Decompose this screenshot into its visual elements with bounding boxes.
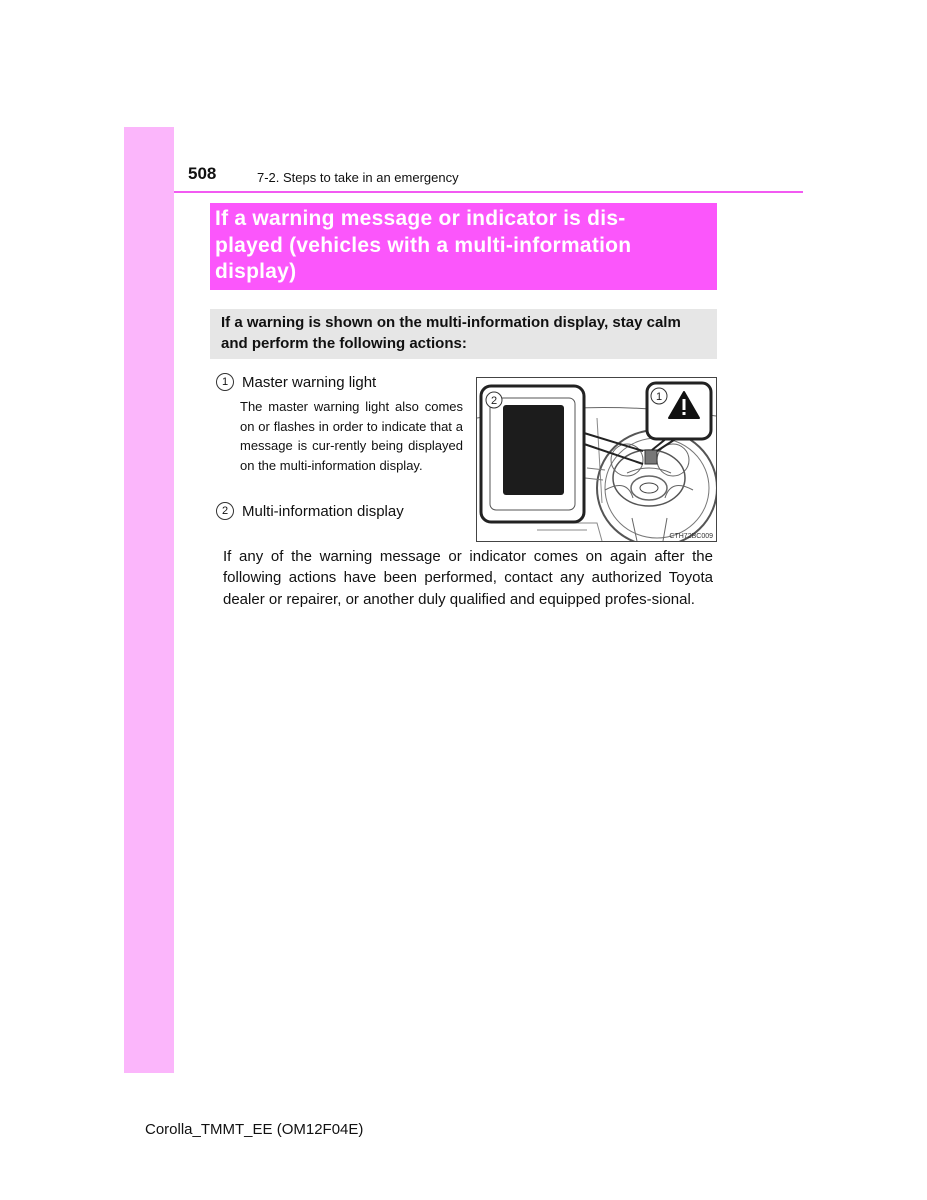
- instruction-box: [210, 309, 717, 359]
- item-description-master-warning-light: The master warning light also comes on or flashes in order to indicate that a message is cur-rently being displayed on the multi-information display.: [240, 399, 463, 474]
- dashboard-illustration: [476, 377, 717, 542]
- header-rule: [174, 191, 803, 193]
- page-number: 508: [188, 164, 217, 183]
- item-label-master-warning-light: Master warning light: [242, 373, 377, 391]
- item-number-1: 1: [216, 373, 234, 391]
- item-label-multi-information-display: Multi-information display: [242, 502, 404, 520]
- heading-box: [210, 203, 717, 290]
- instruction-line-2: and perform the following actions:: [221, 335, 467, 352]
- side-tab: [124, 127, 174, 1073]
- list-item: [216, 373, 376, 391]
- body-paragraph: If any of the warning message or indicator comes on again after the following actions have been performed, contact any authorized Toyota dealer or repairer, or another duly qualified and equipped profes-sional.: [223, 548, 713, 608]
- item-number-2: 2: [216, 502, 234, 520]
- heading-title: [215, 206, 711, 286]
- instruction-text: [221, 312, 709, 354]
- dashboard-drawing: [477, 378, 716, 541]
- list-item: [216, 502, 404, 520]
- instruction-line-1: If a warning is shown on the multi-information display, stay calm: [221, 314, 681, 331]
- heading-line-2: played (vehicles with a multi-information: [215, 233, 632, 257]
- heading-line-1: If a warning message or indicator is dis-: [215, 207, 626, 230]
- heading-line-3: display): [215, 260, 297, 283]
- figure-code: CTH72BC009: [669, 533, 713, 540]
- figure-callout-2: 2: [490, 395, 498, 407]
- section-title: 7-2. Steps to take in an emergency: [257, 170, 459, 185]
- footer-text: Corolla_TMMT_EE (OM12F04E): [145, 1121, 364, 1138]
- figure-callout-1: 1: [655, 391, 663, 403]
